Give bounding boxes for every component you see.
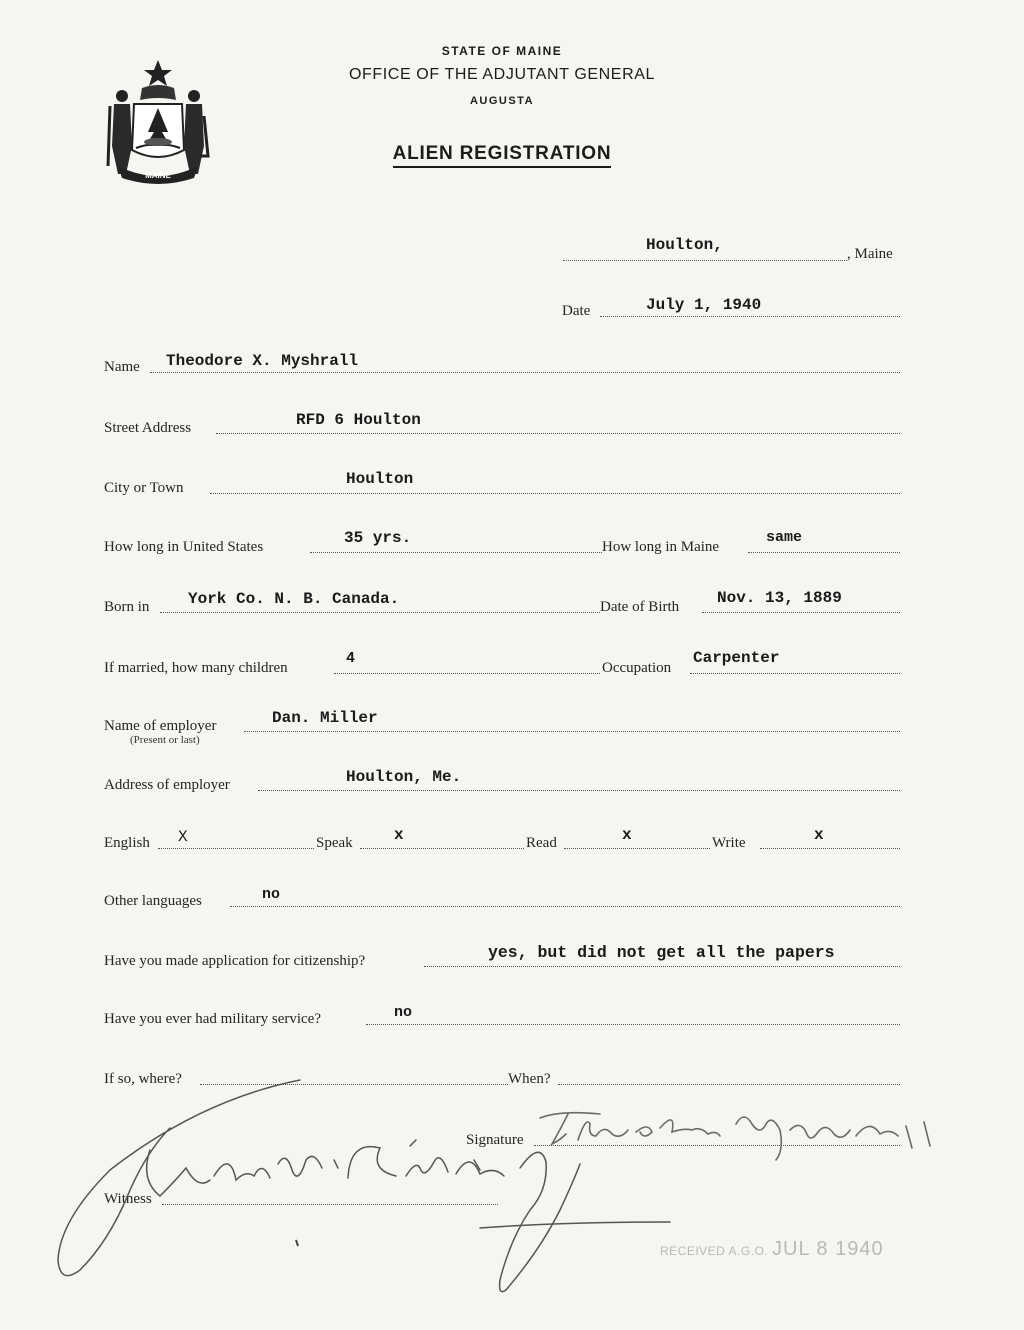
name-label: Name [104,359,140,375]
street-address-label: Street Address [104,420,192,436]
how-long-maine-value: same [766,529,803,546]
speak-value: x [394,826,404,844]
stamp-date: JUL 8 1940 [772,1238,884,1260]
applicant-signature [540,1113,930,1160]
read-label: Read [526,835,557,851]
place-value: Houlton, [646,236,723,254]
date-of-birth-value: Nov. 13, 1889 [717,589,842,607]
read-value: x [622,826,632,844]
english-label: English [104,835,150,851]
citizenship-label: Have you made application for citizenship? [104,953,366,969]
military-value: no [394,1004,413,1021]
children-value: 4 [346,650,356,667]
stamp-text: RECEIVED A.G.O. [660,1244,769,1258]
svg-text:MAINE: MAINE [145,171,171,180]
date-value: July 1, 1940 [646,296,762,314]
english-value: X [178,828,188,846]
speak-label: Speak [316,835,353,851]
when-label: When? [508,1071,551,1087]
employer-address-value: Houlton, Me. [346,768,462,786]
city-label: City or Town [104,480,184,496]
signature-label: Signature [466,1132,524,1148]
name-value: Theodore X. Myshrall [166,352,359,370]
born-in-value: York Co. N. B. Canada. [188,590,400,608]
children-label: If married, how many children [104,660,288,676]
occupation-value: Carpenter [693,649,780,667]
how-long-maine-label: How long in Maine [602,539,720,555]
other-languages-label: Other languages [104,893,202,909]
witness-label: Witness [104,1191,152,1207]
employer-name-value: Dan. Miller [272,709,378,727]
occupation-label: Occupation [602,660,672,676]
military-label: Have you ever had military service? [104,1011,321,1027]
form-title: ALIEN REGISTRATION [0,143,1014,165]
born-in-label: Born in [104,599,150,615]
employer-name-label: Name of employer [104,718,217,734]
office-heading: OFFICE OF THE ADJUTANT GENERAL [348,66,656,83]
date-label: Date [562,303,591,319]
maine-label: , Maine [847,246,893,262]
how-long-us-value: 35 yrs. [344,529,412,547]
other-languages-value: no [262,886,281,903]
citizenship-value: yes, but did not get all the papers [488,943,835,962]
if-so-where-label: If so, where? [104,1071,182,1087]
street-address-value: RFD 6 Houlton [296,411,421,429]
how-long-us-label: How long in United States [104,539,264,555]
write-value: x [814,826,824,844]
write-label: Write [712,835,746,851]
date-of-birth-label: Date of Birth [600,599,680,615]
city-value: Houlton [346,470,414,488]
received-stamp [660,1238,884,1261]
state-heading: STATE OF MAINE [441,44,563,58]
employer-name-sublabel: (Present or last) [130,734,200,746]
witness-signature [58,1080,670,1292]
city-heading: AUGUSTA [469,95,535,107]
employer-address-label: Address of employer [104,777,230,793]
